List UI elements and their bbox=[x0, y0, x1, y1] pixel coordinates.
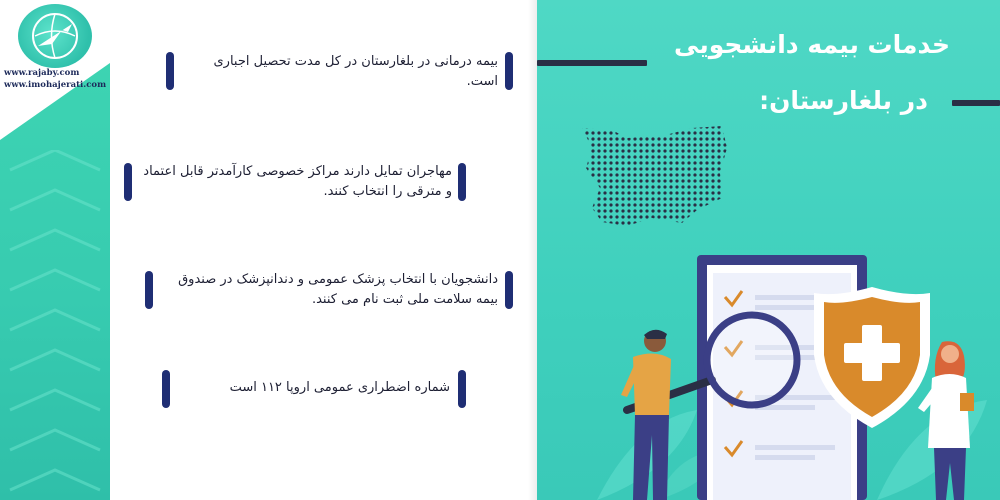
doctor-figure-icon bbox=[912, 338, 982, 500]
bulgaria-map-icon bbox=[572, 118, 732, 230]
page-title-line2: در بلغارستان: bbox=[759, 86, 928, 115]
title-dash-right bbox=[952, 100, 1000, 106]
illustration-panel bbox=[537, 0, 1000, 500]
plane-globe-icon bbox=[18, 4, 92, 68]
logo-url-1[interactable]: www.rajaby.com bbox=[4, 68, 80, 78]
card-marker-right bbox=[505, 52, 513, 90]
card-marker-left bbox=[162, 370, 170, 408]
card-marker-right bbox=[458, 370, 466, 408]
chevron-pattern bbox=[0, 150, 110, 500]
title-dash-left bbox=[537, 60, 647, 66]
man-figure-icon bbox=[607, 325, 687, 500]
info-item-3: دانشجویان با انتخاب پزشک عمومی و دندانپزشک در صندوق بیمه سلامت ملی ثبت نام می کنند. bbox=[178, 272, 498, 307]
logo-badge bbox=[18, 4, 92, 68]
logo-url-2[interactable]: www.imohajerati.com bbox=[4, 80, 107, 90]
info-item-4: شماره اضطراری عمومی اروپا ۱۱۲ است bbox=[229, 380, 450, 395]
info-item-2: مهاجران تمایل دارند مراکز خصوصی کارآمدتر قابل اعتماد و مترقی را انتخاب کنند. bbox=[143, 164, 452, 199]
card-marker-left bbox=[124, 163, 132, 201]
page-title-line1: خدمات بیمه دانشجویی bbox=[674, 30, 950, 59]
card-marker-right bbox=[458, 163, 466, 201]
card-marker-left bbox=[166, 52, 174, 90]
card-marker-right bbox=[505, 271, 513, 309]
card-marker-left bbox=[145, 271, 153, 309]
info-item-1: بیمه درمانی در بلغارستان در کل مدت تحصیل اجباری است. bbox=[213, 54, 498, 89]
